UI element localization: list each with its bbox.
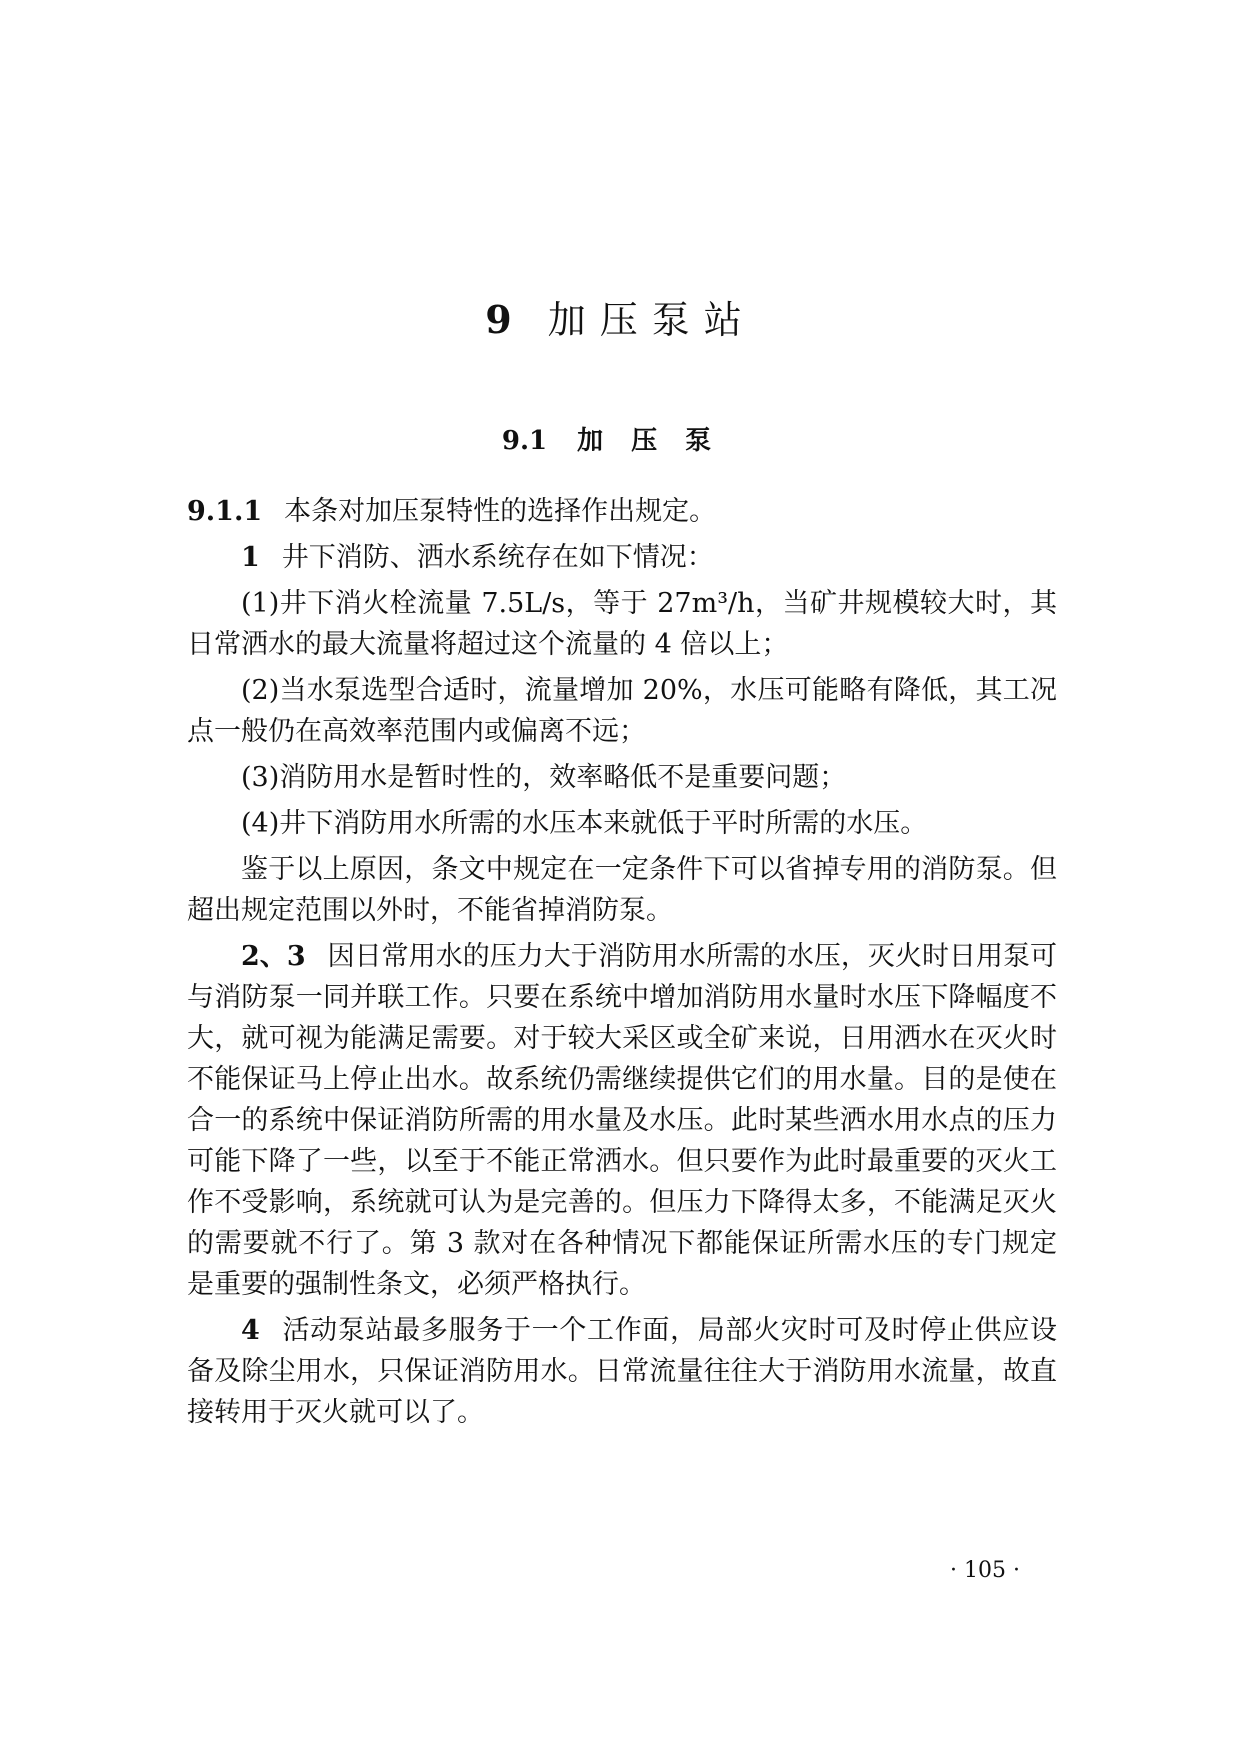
clause-number: 9.1.1 <box>187 496 263 527</box>
item4-text: 活动泵站最多服务于一个工作面，局部火灾时可及时停止供应设备及除尘用水，只保证消防用水。日常流量往往大于消防用水流量，故直接转用于灭火就可以了。 <box>187 1315 1057 1428</box>
item23-label: 2、3 <box>241 941 306 972</box>
section-heading <box>0 424 1241 458</box>
item1-point-4: (4)井下消防用水所需的水压本来就低于平时所需的水压。 <box>241 808 928 839</box>
item1-point-1: (1)井下消火栓流量 7.5L/s，等于 27m³/h，当矿井规模较大时，其日常洒水的最大流量将超过这个流量的 4 倍以上； <box>187 588 1057 660</box>
item1-paragraph <box>187 537 1057 578</box>
item1-text: 井下消防、洒水系统存在如下情况： <box>281 542 714 573</box>
item1-point-3: (3)消防用水是暂时性的，效率略低不是重要问题； <box>241 762 847 793</box>
body-text <box>187 491 1057 1438</box>
chapter-title: 加压泵站 <box>547 298 756 342</box>
item23-paragraph <box>187 936 1057 1305</box>
clause-text: 本条对加压泵特性的选择作出规定。 <box>284 496 717 527</box>
item1-point-2: (2)当水泵选型合适时，流量增加 20%，水压可能略有降低，其工况点一般仍在高效率范围内或偏离不远； <box>187 675 1057 747</box>
item4-label: 4 <box>241 1315 260 1346</box>
item1-conclusion: 鉴于以上原因，条文中规定在一定条件下可以省掉专用的消防泵。但超出规定范围以外时，不能省掉消防泵。 <box>187 854 1057 926</box>
section-title: 加压泵 <box>577 426 740 456</box>
clause-paragraph <box>187 491 1057 532</box>
item1-label: 1 <box>241 542 260 573</box>
item23-text: 因日常用水的压力大于消防用水所需的水压，灭火时日用泵可与消防泵一同并联工作。只要在系统中增加消防用水量时水压下降幅度不大，就可视为能满足需要。对于较大采区或全矿来说，日用洒水在灭火时不能保证马上停止出水。故系统仍需继续提供它们的用水量。目的是使在合一的系统中保证消防所需的用水量及水压。此时某些洒水用水点的压力可能下降了一些，以至于不能正常洒水。但只要作为此时最重要的灭火工作不受影响，系统就可认为是完善的。但压力下降得太多，不能满足灭火的需要就不行了。第 3 款对在各种情况下都能保证所需水压的专门规定是重要的强制性条文，必须严格执行。 <box>187 941 1058 1300</box>
item4-paragraph <box>187 1310 1057 1433</box>
chapter-heading <box>0 296 1241 344</box>
chapter-number: 9 <box>485 297 514 342</box>
page-number: · 105 · <box>950 1558 1020 1583</box>
section-number: 9.1 <box>501 426 548 456</box>
